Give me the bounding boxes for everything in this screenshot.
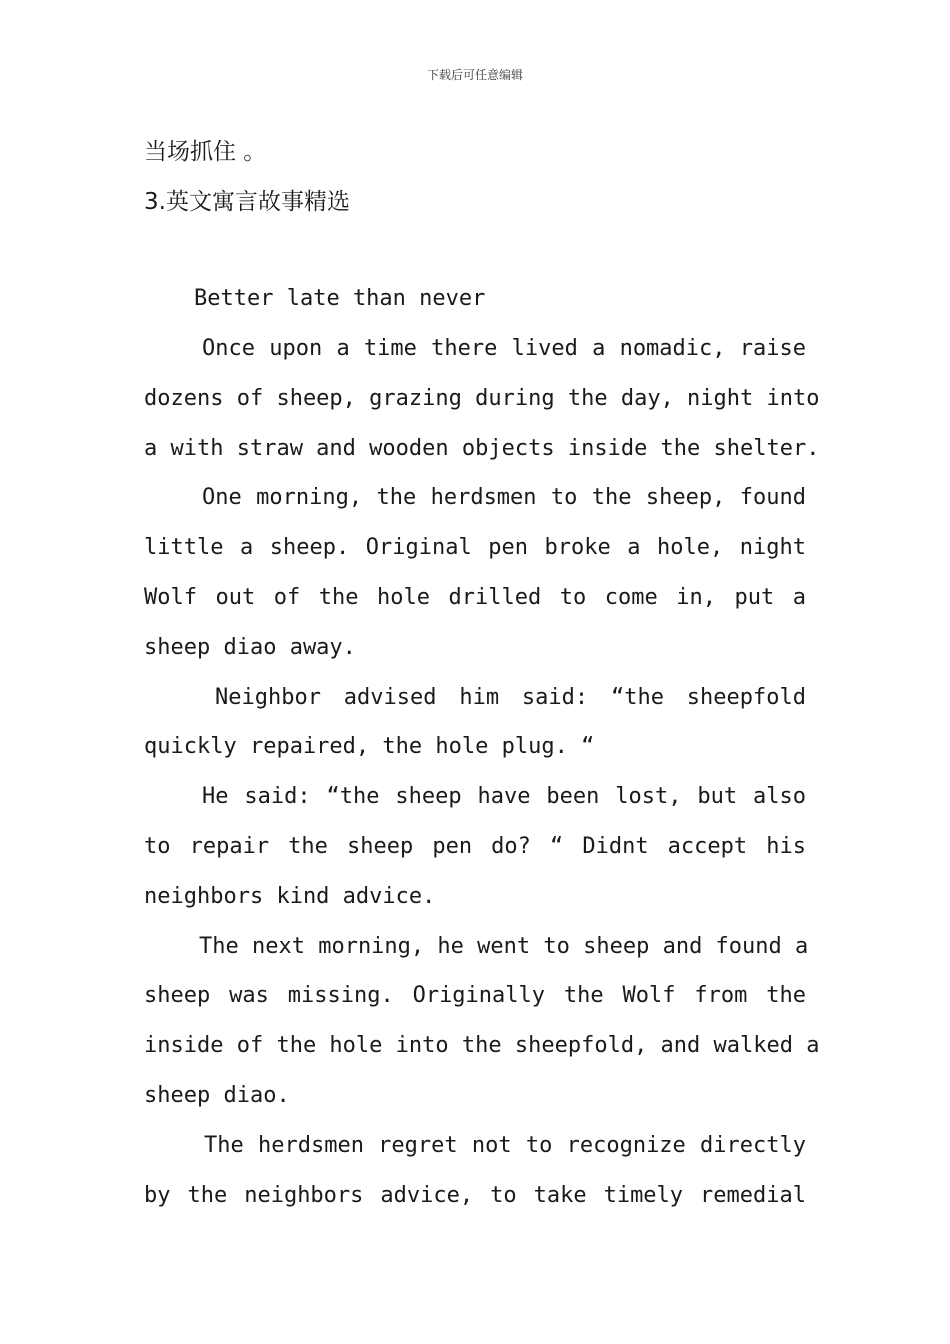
story-title: Better late than never — [194, 286, 486, 311]
story-line: by the neighbors advice, to take timely remedial — [144, 1183, 806, 1208]
story-line: a with straw and wooden objects inside the shelter. — [144, 436, 820, 461]
text-fragment: 当场抓住 。 — [144, 139, 267, 165]
story-line: quickly repaired, the hole plug. “ — [144, 734, 595, 759]
story-line: The next morning, he went to sheep and found a — [199, 934, 809, 959]
story-line: Once upon a time there lived a nomadic, raise — [202, 336, 806, 361]
story-line: to repair the sheep pen do? “ Didnt accept his — [144, 834, 806, 859]
story-line: inside of the hole into the sheepfold, and walked a — [144, 1033, 820, 1058]
story-line: One morning, the herdsmen to the sheep, found — [202, 485, 806, 510]
story-line: sheep diao away. — [144, 635, 356, 660]
page-header: 下载后可任意编辑 — [426, 68, 523, 82]
story-line: dozens of sheep, grazing during the day, night into — [144, 386, 820, 411]
story-line: Wolf out of the hole drilled to come in, put a — [144, 585, 806, 610]
story-line: sheep was missing. Originally the Wolf from the — [144, 983, 806, 1008]
story-line: He said: “the sheep have been lost, but also — [202, 784, 806, 809]
section-heading: 3.英文寓言故事精选 — [144, 189, 350, 215]
story-line: neighbors kind advice. — [144, 884, 436, 909]
story-line: The herdsmen regret not to recognize directly — [204, 1133, 806, 1158]
story-line: little a sheep. Original pen broke a hole, night — [144, 535, 806, 560]
story-line: sheep diao. — [144, 1083, 290, 1108]
story-line: Neighbor advised him said: “the sheepfold — [215, 685, 806, 710]
